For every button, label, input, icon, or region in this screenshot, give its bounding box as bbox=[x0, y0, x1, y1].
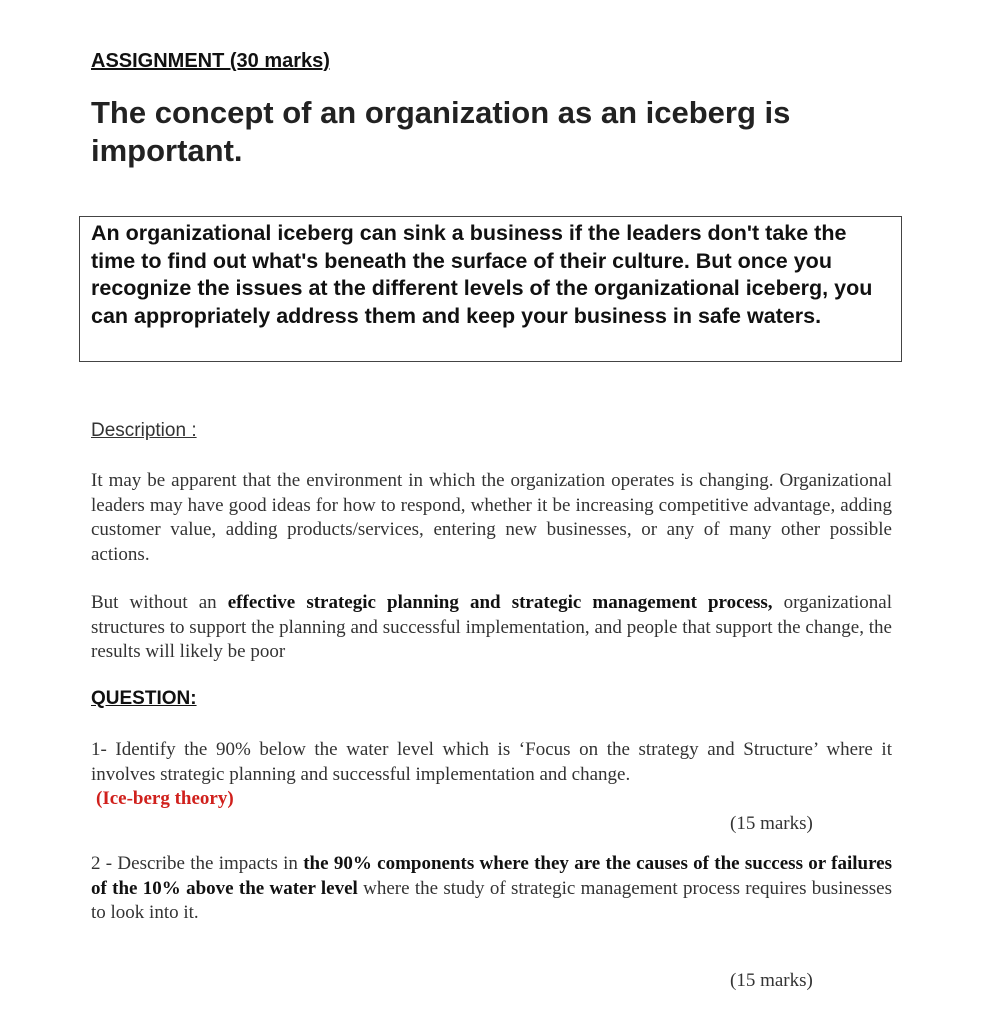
question-2-text bbox=[91, 852, 892, 926]
question-1-note: (Ice-berg theory) bbox=[96, 788, 234, 809]
description-label: Description : bbox=[91, 420, 197, 441]
paragraph-2-bold: effective strategic planning and strategic management process, bbox=[227, 592, 773, 613]
description-paragraph-1: It may be apparent that the environment in which the organization operates is changing. Organizational leaders may have good ideas for how to respond, whether it be increasing competitive advantage, adding customer value, adding products/services, entering new businesses, or any of many other possible actions. bbox=[91, 470, 892, 565]
question-label: QUESTION: bbox=[91, 688, 197, 709]
paragraph-2-intro: But without an bbox=[91, 592, 228, 613]
question-2-marks: (15 marks) bbox=[730, 970, 813, 991]
assignment-heading: ASSIGNMENT (30 marks) bbox=[91, 50, 330, 72]
question-1-text: 1- Identify the 90% below the water level which is ‘Focus on the strategy and Structure’ where it involves strategic planning and successful implementation and change. bbox=[91, 739, 892, 785]
page-title: The concept of an organization as an iceberg is important. bbox=[91, 95, 791, 168]
question-2-intro: 2 - Describe the impacts in bbox=[91, 853, 304, 874]
question-2-rest: where the study of strategic management process requires businesses to look into it. bbox=[91, 877, 892, 923]
paragraph-2-rest: organizational structures to support the planning and successful implementation, and people that support the change, the results will likely be poor bbox=[91, 592, 892, 662]
callout-box: An organizational iceberg can sink a business if the leaders don't take the time to find out what's beneath the surface of their culture. But once you recognize the issues at the different levels of the organizational iceberg, you can appropriately address them and keep your business in safe waters. bbox=[79, 216, 902, 362]
question-2-bold: the 90% components where they are the causes of the success or failures of the 10% above the water level bbox=[91, 853, 893, 899]
description-paragraph-2 bbox=[91, 591, 892, 665]
question-1-marks: (15 marks) bbox=[730, 813, 813, 834]
